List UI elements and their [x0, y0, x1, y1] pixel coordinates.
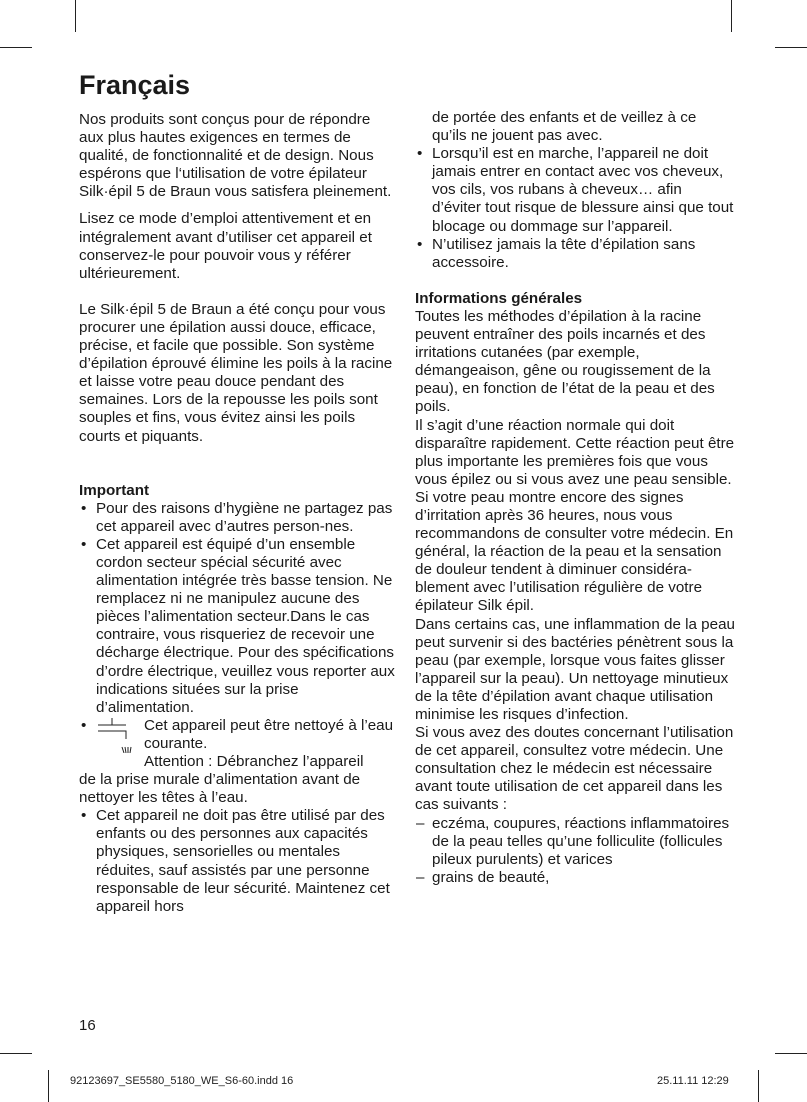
important-list	[79, 500, 395, 916]
list-item: • Cet appareil ne doit pas être utilisé par des enfants ou des personnes aux capacités physiques, sensorielles ou mentales réduites, sauf assistés par une personne responsable de leur sécurité. Maintenez cet appareil hors	[79, 807, 395, 916]
conditions-list	[415, 815, 735, 887]
crop-mark	[48, 1070, 49, 1102]
intro-paragraph: Lisez ce mode d’emploi attentivement et en intégralement avant d’utiliser cet appareil et conservez-le pour pouvoir vous y référer ultérieurement.	[79, 210, 372, 282]
date-slug: 25.11.11 12:29	[657, 1075, 729, 1087]
page-number: 16	[79, 1017, 96, 1034]
list-item: • N’utilisez jamais la tête d’épilation sans accessoire.	[415, 236, 735, 272]
left-column	[79, 111, 395, 916]
important-heading: Important	[79, 481, 150, 499]
list-item: – eczéma, coupures, réactions inflammatoires de la peau telles qu’une folliculite (follicules pileux purulents) et varices	[415, 815, 735, 869]
running-water-icon	[96, 717, 144, 753]
general-paragraph: Il s’agit d’une réaction normale qui doit disparaître rapidement. Cette réaction peut être plus importante les premières fois que vous vous épilez ou si vous avez une peau sensible. Si votre peau montre encore des signes d’irritation après 36 heures, nous vous recommandons de consulter votre médecin. En général, la réaction de la peau et la sensation de douleur tendent à diminuer considéra-blement avec l’utilisation régulière de votre épilateur Silk épil.	[415, 416, 735, 615]
general-paragraph: Dans certains cas, une inflammation de la peau peut survenir si des bactéries pénètrent sous la peau (par exemple, lorsque vous faites glisser l’appareil sur la peau). Un nettoyage minutieux de la tête d’épilation avant chaque utilisation minimise les risques d’infection.	[415, 615, 735, 723]
intro-paragraph: Nos produits sont conçus pour de répondre aux plus hautes exigences en termes de qualité, de fonctionnalité et de design. Nous espérons que l‘utilisation de votre épilateur Silk·épil 5 de Braun vous satisfera pleinement.	[79, 111, 392, 201]
general-heading: Informations générales	[415, 289, 583, 307]
right-column	[415, 109, 735, 887]
crop-mark	[75, 0, 76, 32]
crop-mark	[758, 1070, 759, 1102]
list-item: • Lorsqu’il est en marche, l’appareil ne doit jamais entrer en contact avec vos cheveux, vos cils, vos rubans à cheveux… afin d’éviter tout risque de blessure ainsi que tout blocage ou dommage sur l’appareil.	[415, 145, 735, 235]
crop-mark	[775, 1053, 807, 1054]
file-slug: 92123697_SE5580_5180_WE_S6-60.indd 16	[70, 1075, 294, 1087]
intro-paragraph: Le Silk·épil 5 de Braun a été conçu pour vous procurer une épilation aussi douce, efficace, précise, et facile que possible. Son système d’épilation éprouvé élimine les poils à la racine et laisse votre peau douce pendant des semaines. Lors de la repousse les poils sont souples et fins, vous évitez ainsi les poils courts et piquants.	[79, 300, 393, 445]
crop-mark	[731, 0, 732, 32]
rinse-warning: Attention : Débranchez l’appareil	[144, 753, 364, 770]
important-list-cont	[415, 145, 735, 272]
crop-mark	[0, 1053, 32, 1054]
list-item-rinse	[79, 717, 395, 807]
list-item: – grains de beauté,	[415, 869, 735, 887]
crop-mark	[775, 47, 807, 48]
list-item: • Pour des raisons d’hygiène ne partagez pas cet appareil avec d’autres person-nes.	[79, 500, 395, 536]
rinse-note: • Cet appareil peut être nettoyé à l’eau courante.	[144, 716, 394, 752]
list-item: • Cet appareil est équipé d’un ensemble cordon secteur spécial sécurité avec alimentation intégrée très basse tension. Ne remplacez ni ne manipulez aucune des pièces l’alimentation secteur.Dans le cas contraire, vous risqueriez de recevoir une décharge électrique. Pour des spécifications d’ordre électrique, veuillez vous reporter aux indications situées sur la prise d’alimentation.	[79, 536, 395, 717]
rinse-warning-cont: de la prise murale d’alimentation avant de nettoyer les têtes à l’eau.	[79, 771, 361, 807]
crop-mark	[0, 47, 32, 48]
page-title: Français	[79, 70, 191, 100]
general-paragraph: Si vous avez des doutes concernant l’utilisation de cet appareil, consultez votre médecin. Une consultation chez le médecin est nécessaire avant toute utilisation de cet appareil dans les cas suivants :	[415, 724, 734, 814]
general-paragraph: Toutes les méthodes d’épilation à la racine peuvent entraîner des poils incarnés et des irritations cutanées (par exemple, démangeaison, gêne ou rougissement de la peau), en fonction de l’état de la peau et des poils.	[415, 307, 715, 416]
list-item-continued: de portée des enfants et de veillez à ce qu’ils ne jouent pas avec.	[432, 109, 697, 145]
